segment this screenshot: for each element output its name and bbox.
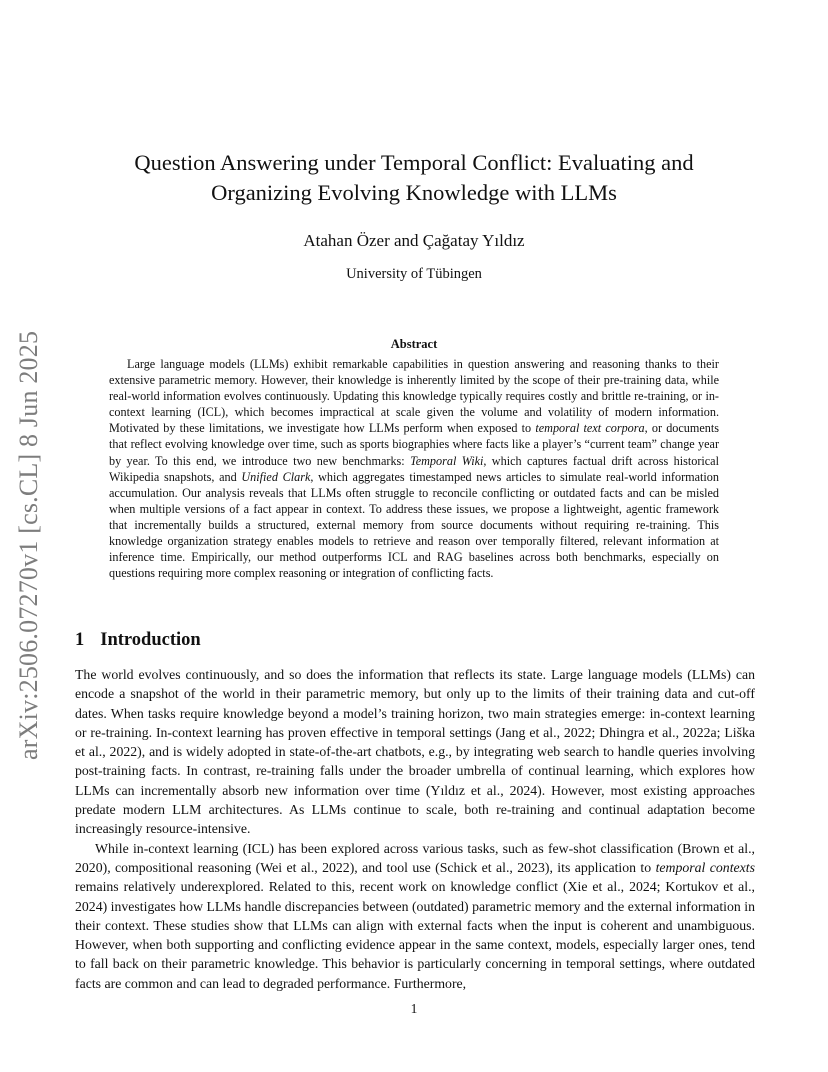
section-title: Introduction <box>100 630 201 650</box>
abstract-text-2: , or documents that reflect evolving knowledge over time, such as sports biographies where facts like a player’s “current team” change year by year. To this end, we introduce two new benchmarks: <box>109 421 719 468</box>
arxiv-identifier: arXiv:2506.07270v1 [cs.CL] 8 Jun 2025 <box>14 330 43 760</box>
abstract-emphasis-1: temporal text corpora <box>535 421 645 436</box>
intro-p2-text-b: remains relatively underexplored. Related to this, recent work on knowledge conflict (Xie et al., 2024; Kortukov et al., 2024) investigates how LLMs handle discrepancies between (outdated) parametric memory and the external information in their context. These studies show that LLMs can align with external facts when the input is coherent and unambiguous. However, when both supporting and conflicting evidence appear in the same context, models, especially larger ones, tend to fall back on their parametric knowledge. This behavior is particularly concerning in temporal settings, where outdated facts are common and can lead to degraded performance. Furthermore, <box>75 879 755 991</box>
section-heading <box>75 630 201 651</box>
intro-paragraph-1: The world evolves continuously, and so does the information that reflects its state. Large language models (LLMs) can encode a snapshot of the world in their parametric memory, but only up to the limits of their training data and cut-off dates. When tasks require knowledge beyond a model’s training horizon, two main strategies emerge: in-context learning or re-training. In-context learning has proven effective in temporal settings (Jang et al., 2022; Dhingra et al., 2022a; Liška et al., 2022), and is widely adopted in state-of-the-art chatbots, e.g., by integrating web search to handle queries involving post-training facts. In contrast, re-training falls under the broader umbrella of continual learning, which explores how LLMs can incrementally absorb new information over time (Yıldız et al., 2024). However, most existing approaches predate modern LLM architectures. As LLMs continue to scale, both re-training and continual adaptation become increasingly resource-intensive. <box>75 667 755 837</box>
paper-title <box>80 148 748 208</box>
abstract-emphasis-3: Unified Clark <box>241 469 311 484</box>
section-number: 1 <box>75 630 85 650</box>
page-number: 1 <box>410 1001 418 1016</box>
abstract-paragraph <box>109 356 719 581</box>
intro-paragraph-2 <box>75 839 755 993</box>
affiliation: University of Tübingen <box>346 266 482 282</box>
abstract-text-4: , which aggregates timestamped news articles to simulate real-world information accumulation. Our analysis reveals that LLMs often struggle to reconcile conflicting or outdated facts and can be misled when multiple versions of a fact appear in context. To address these issues, we propose a lightweight, agentic framework that incrementally builds a structured, external memory from source documents without requiring re-training. This knowledge organization strategy enables models to retrieve and reason over temporally filtered, relevant information at inference time. Empirically, our method outperforms ICL and RAG baselines across both benchmarks, especially on questions requiring more complex reasoning or integration of conflicting facts. <box>109 469 719 581</box>
abstract-heading: Abstract <box>390 337 438 351</box>
abstract-text-3: , which captures factual drift across historical Wikipedia snapshots, and <box>109 453 719 484</box>
title-line-1: Question Answering under Temporal Conflict: Evaluating and <box>134 150 694 175</box>
abstract-emphasis-2: Temporal Wiki <box>410 453 484 468</box>
abstract-text-1: Large language models (LLMs) exhibit remarkable capabilities in question answering and reasoning thanks to their extensive parametric memory. However, their knowledge is inherently limited by the scope of their pre-training data, while real-world information evolves continuously. Updating this knowledge typically requires costly and brittle re-training, or in-context learning (ICL), which becomes impractical at scale given the volume and volatility of modern information. Motivated by these limitations, we investigate how LLMs perform when exposed to <box>109 357 719 436</box>
intro-p2-emphasis: temporal contexts <box>655 859 755 875</box>
authors: Atahan Özer and Çağatay Yıldız <box>303 231 525 250</box>
introduction-body <box>75 665 755 993</box>
abstract-body <box>109 356 719 581</box>
intro-p2-text-a: While in-context learning (ICL) has been explored across various tasks, such as few-shot classification (Brown et al., 2020), compositional reasoning (Wei et al., 2022), and tool use (Schick et al., 2023), its application to <box>75 840 755 875</box>
title-line-2: Organizing Evolving Knowledge with LLMs <box>211 180 617 205</box>
